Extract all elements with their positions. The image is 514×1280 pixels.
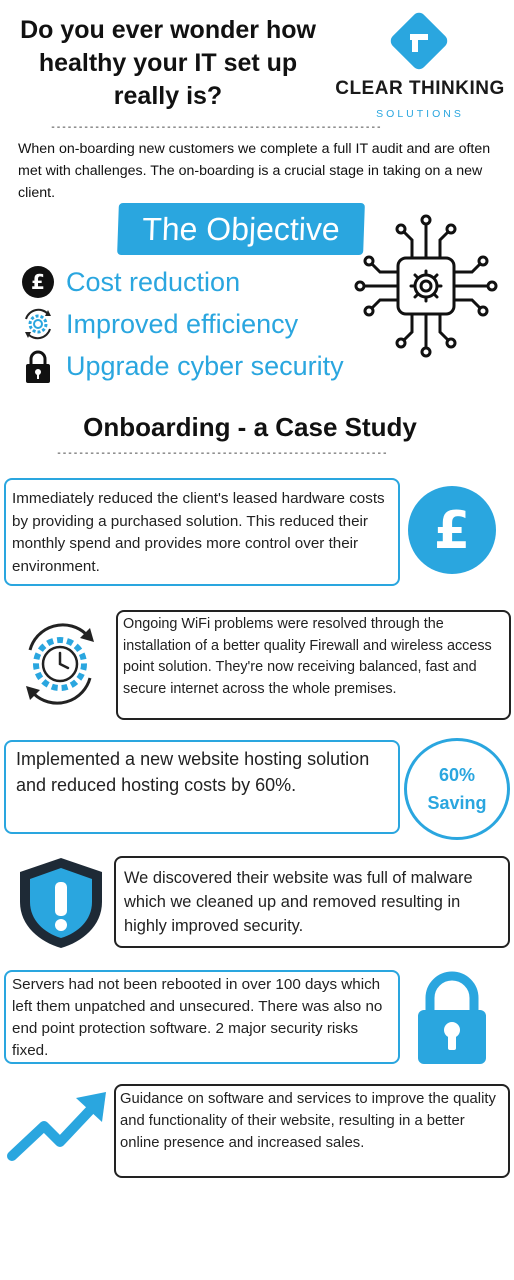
- saving-badge: [404, 738, 510, 840]
- shield-warning-icon: [16, 856, 106, 950]
- trend-up-arrow-icon: [6, 1090, 110, 1166]
- svg-text:£: £: [31, 270, 45, 294]
- case-card-text: Ongoing WiFi problems were resolved through the installation of a better quality Firewall and wireless access point solution. They're now receiving balanced, fast and secure internet across the whole premises.: [123, 616, 492, 697]
- circuit-chip-icon: [352, 210, 502, 362]
- padlock-icon: [414, 970, 490, 1066]
- intro-text: When on-boarding new customers we complete a full IT audit and are often met with challenges. The on-boarding is a crucial stage in taking on a new client.: [18, 141, 491, 201]
- brand-subtitle: SOLUTIONS: [376, 108, 464, 120]
- gear-cycle-icon: [20, 306, 56, 342]
- objective-label: Improved efficiency: [66, 308, 299, 339]
- objective-label: Cost reduction: [66, 266, 241, 297]
- case-card-guidance: [114, 1084, 510, 1178]
- case-card-text: Immediately reduced the client's leased hardware costs by providing a purchased solution. This reduced their monthly spend and provides more control over their environment.: [12, 490, 385, 575]
- objective-label: Upgrade cyber security: [66, 350, 344, 381]
- brand-logo-icon: [388, 10, 450, 72]
- saving-badge-label: Saving: [427, 793, 487, 813]
- case-card-hosting: [4, 740, 400, 834]
- case-card-malware: [114, 856, 510, 948]
- clock-gear-cycle-icon: [12, 616, 108, 712]
- brand-name: CLEAR THINKING: [335, 78, 505, 99]
- case-study-title: Onboarding - a Case Study: [83, 412, 417, 442]
- case-study-divider: ------------------------------------------------------------: [56, 448, 388, 459]
- case-card-wifi: [116, 610, 511, 720]
- objective-item-cost: [20, 264, 240, 300]
- header-divider: ------------------------------------------------------------: [50, 122, 382, 133]
- pound-coin-icon: [20, 264, 56, 300]
- saving-badge-percent: 60%: [438, 765, 476, 785]
- objective-item-efficiency: [20, 306, 298, 342]
- case-card-servers: [4, 970, 400, 1064]
- case-card-text: Implemented a new website hosting solution and reduced hosting costs by 60%.: [16, 749, 370, 795]
- objective-title: The Objective: [117, 203, 365, 255]
- case-card-text: Servers had not been rebooted in over 100 days which left them unpatched and unsecured. There was also no end point protection software. 2 major security risks fixed.: [12, 976, 383, 1059]
- objective-item-security: [20, 348, 344, 384]
- padlock-icon: [20, 348, 56, 384]
- headline: Do you ever wonder how healthy your IT set up really is?: [20, 16, 316, 110]
- pound-circle-icon: [408, 486, 496, 574]
- svg-text:£: £: [433, 501, 471, 561]
- case-card-text: We discovered their website was full of malware which we cleaned up and removed resulting in highly improved security.: [124, 869, 473, 935]
- case-card-hardware: [4, 478, 400, 586]
- case-card-text: Guidance on software and services to improve the quality and functionality of their website, resulting in a better online presence and increased sales.: [120, 1091, 496, 1151]
